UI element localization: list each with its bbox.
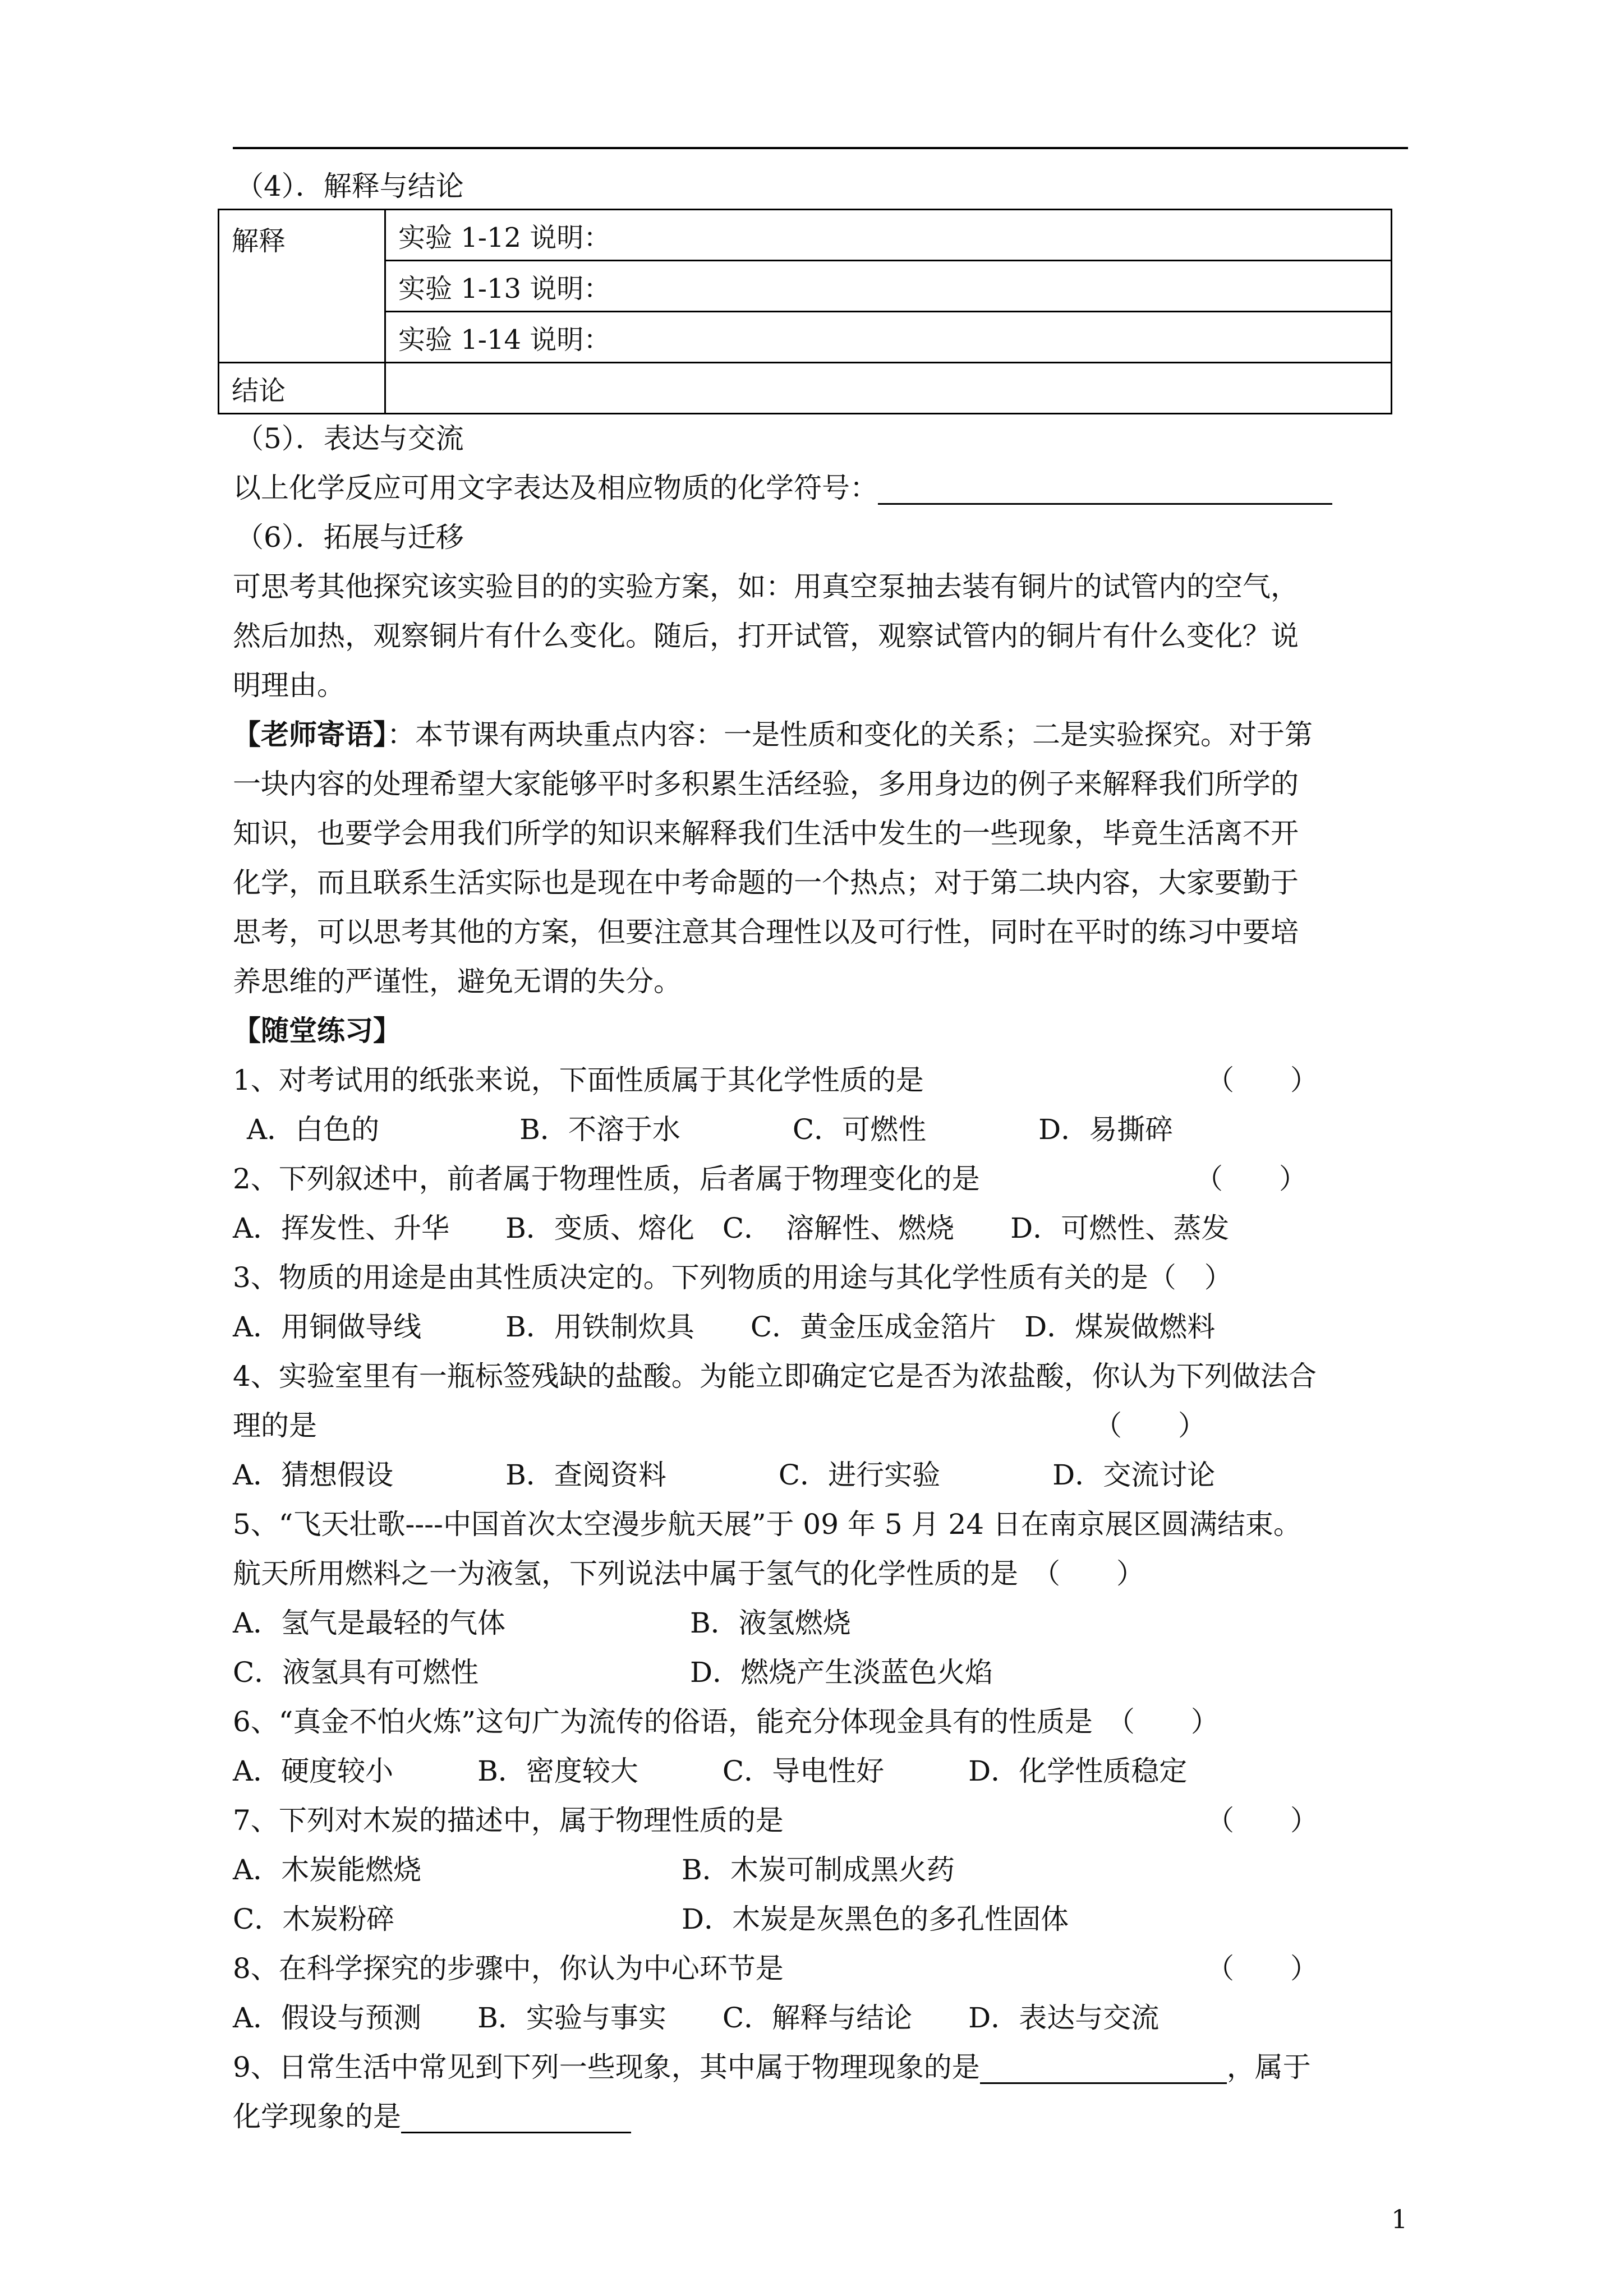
question-5-cont: 航天所用燃料之一为液氢，下列说法中属于氢气的化学性质的是 （ ） (233, 1557, 1144, 1590)
question-3: 3、物质的用途是由其性质决定的。下列物质的用途与其化学性质有关的是（ ） (233, 1261, 1232, 1294)
question-2-options: A．挥发性、升华 B．变质、熔化 C． 溶解性、燃烧 D．可燃性、蒸发 (233, 1212, 1230, 1244)
question-1-options: A．白色的 B．不溶于水 C．可燃性 D．易撕碎 (247, 1113, 1174, 1146)
teacher-line: 一块内容的处理希望大家能够平时多积累生活经验，多用身边的例子来解释我们所学的 (233, 768, 1299, 800)
answer-blank (401, 2103, 631, 2133)
question-7-option-a: A．木炭能燃烧 (233, 1854, 422, 1886)
conclusion-cell (385, 363, 1392, 414)
question-4-cont: 理的是 (233, 1409, 317, 1442)
teacher-line: 养思维的严谨性，避免无谓的失分。 (233, 965, 682, 998)
question-5-option-b: B．液氢燃烧 (690, 1607, 851, 1639)
question-7: 7、下列对木炭的描述中，属于物理性质的是 (233, 1804, 784, 1837)
section6-line: 明理由。 (233, 669, 345, 702)
question-8: 8、在科学探究的步骤中，你认为中心环节是 (233, 1952, 784, 1985)
question-4-options: A．猜想假设 B．查阅资料 C．进行实验 D．交流讨论 (233, 1459, 1216, 1491)
question-2: 2、下列叙述中，前者属于物理性质，后者属于物理变化的是 (233, 1163, 980, 1195)
teacher-line: 知识，也要学会用我们所学的知识来解释我们生活中发生的一些现象，毕竟生活离不开 (233, 817, 1299, 850)
section6-title: （6）．拓展与迁移 (236, 521, 464, 554)
question-5-option-d: D．燃烧产生淡蓝色火焰 (690, 1656, 993, 1689)
question-5: 5、“飞天壮歌----中国首次太空漫步航天展”于 09 年 5 月 24 日在南京展区圆满结束。 (233, 1508, 1301, 1541)
page-number: 1 (1391, 2204, 1408, 2234)
section4-title: （4）．解释与结论 (236, 170, 464, 202)
explain-label: 解释 (219, 210, 385, 363)
answer-paren: （ ） (1206, 1804, 1318, 1837)
explanation-table (218, 209, 1392, 414)
question-7-option-c: C．木炭粉碎 (233, 1903, 395, 1935)
question-6: 6、“真金不怕火炼”这句广为流传的俗语，能充分体现金具有的性质是 （ ） (233, 1705, 1219, 1738)
question-7-option-b: B．木炭可制成黑火药 (682, 1854, 955, 1886)
answer-paren: （ ） (1195, 1163, 1307, 1195)
teacher-line: 思考，可以思考其他的方案，但要注意其合理性以及可行性，同时在平时的练习中要培 (233, 916, 1299, 948)
question-8-options: A．假设与预测 B．实验与事实 C．解释与结论 D．表达与交流 (233, 2002, 1160, 2034)
question-7-option-d: D．木炭是灰黑色的多孔性固体 (682, 1903, 1069, 1935)
question-1: 1、对考试用的纸张来说，下面性质属于其化学性质的是 (233, 1064, 924, 1096)
question-5-option-c: C．液氢具有可燃性 (233, 1656, 479, 1689)
answer-paren: （ ） (1094, 1409, 1206, 1442)
row-exp-1-12: 实验 1-12 说明： (385, 210, 1392, 261)
answer-paren: （ ） (1206, 1064, 1318, 1096)
row-exp-1-14: 实验 1-14 说明： (385, 312, 1392, 363)
section5-line: 以上化学反应可用文字表达及相应物质的化学符号： (233, 471, 1332, 505)
answer-blank (878, 474, 1332, 505)
conclude-label: 结论 (219, 363, 385, 414)
question-9: 9、日常生活中常见到下列一些现象，其中属于物理现象的是 ，属于 (233, 2051, 1311, 2083)
question-5-option-a: A．氢气是最轻的气体 (233, 1607, 506, 1639)
practice-heading: 【随堂练习】 (233, 1014, 401, 1047)
question-4: 4、实验室里有一瓶标签残缺的盐酸。为能立即确定它是否为浓盐酸，你认为下列做法合 (233, 1360, 1317, 1393)
question-6-options: A．硬度较小 B．密度较大 C．导电性好 D．化学性质稳定 (233, 1755, 1188, 1787)
section6-line: 可思考其他探究该实验目的的实验方案，如：用真空泵抽去装有铜片的试管内的空气， (233, 570, 1299, 603)
teacher-line: 化学，而且联系生活实际也是现在中考命题的一个热点；对于第二块内容，大家要勤于 (233, 866, 1299, 899)
answer-blank (980, 2053, 1227, 2084)
row-exp-1-13: 实验 1-13 说明： (385, 261, 1392, 312)
question-9-cont: 化学现象的是 (233, 2100, 631, 2133)
teacher-line: 【老师寄语】：本节课有两块重点内容：一是性质和变化的关系；二是实验探究。对于第 (233, 718, 1313, 751)
section5-title: （5）．表达与交流 (236, 422, 464, 455)
question-3-options: A．用铜做导线 B．用铁制炊具 C．黄金压成金箔片 D．煤炭做燃料 (233, 1311, 1216, 1343)
teacher-heading: 【老师寄语】 (233, 718, 387, 751)
header-rule (233, 147, 1408, 149)
answer-paren: （ ） (1206, 1952, 1318, 1985)
section6-line: 然后加热，观察铜片有什么变化。随后，打开试管，观察试管内的铜片有什么变化？说 (233, 620, 1299, 652)
